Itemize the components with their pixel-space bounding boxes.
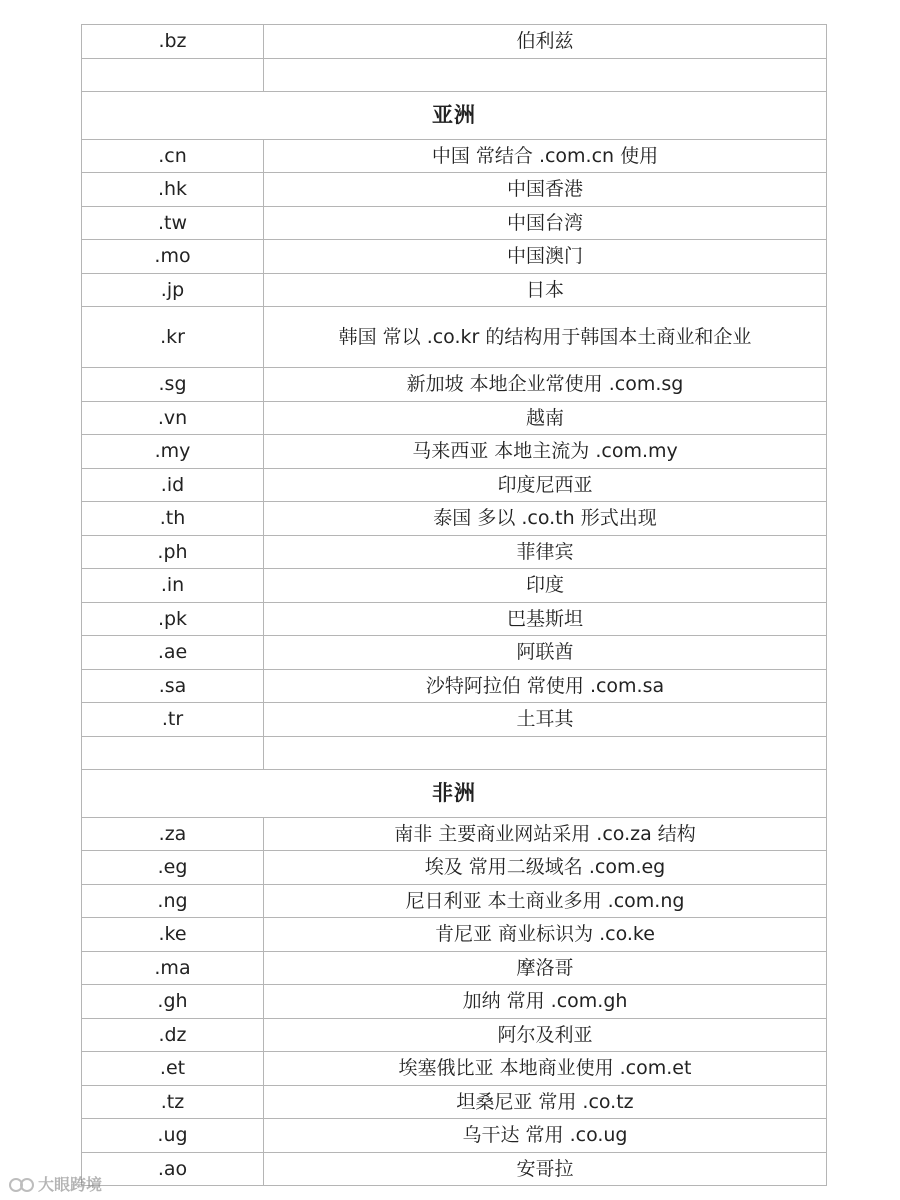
country-description-cell: 摩洛哥: [264, 951, 827, 985]
country-description-cell: 中国香港: [264, 173, 827, 207]
blank-cell: [264, 736, 827, 769]
country-description-cell: 埃及 常用二级域名 .com.eg: [264, 851, 827, 885]
table-row: [82, 884, 827, 918]
section-title: 非洲: [82, 769, 827, 817]
country-description-cell: 阿尔及利亚: [264, 1018, 827, 1052]
domain-code-cell: .sa: [82, 669, 264, 703]
table-row: [82, 918, 827, 952]
blank-cell: [82, 58, 264, 91]
table-row: [82, 669, 827, 703]
table-row: [82, 851, 827, 885]
domain-code-cell: .ao: [82, 1152, 264, 1186]
country-description-cell: 肯尼亚 商业标识为 .co.ke: [264, 918, 827, 952]
eyes-logo-icon: [8, 1175, 34, 1193]
table-row: [82, 951, 827, 985]
table-row: [82, 1018, 827, 1052]
table-row: [82, 468, 827, 502]
table-row: [82, 240, 827, 274]
domain-code-cell: .pk: [82, 602, 264, 636]
section-header-row: [82, 769, 827, 817]
domain-code-cell: .ug: [82, 1119, 264, 1153]
country-description-cell: 中国台湾: [264, 206, 827, 240]
table-row: [82, 25, 827, 59]
country-description-cell: 伯利兹: [264, 25, 827, 59]
section-header-row: [82, 91, 827, 139]
country-description-cell: 南非 主要商业网站采用 .co.za 结构: [264, 817, 827, 851]
domain-code-cell: .ke: [82, 918, 264, 952]
domain-table-body: [82, 25, 827, 1186]
table-row: [82, 173, 827, 207]
domain-code-cell: .hk: [82, 173, 264, 207]
domain-code-cell: .in: [82, 569, 264, 603]
domain-table: [81, 24, 827, 1186]
country-description-cell: 中国澳门: [264, 240, 827, 274]
table-row: [82, 273, 827, 307]
table-row: [82, 1119, 827, 1153]
domain-code-cell: .tr: [82, 703, 264, 737]
country-description-cell: 埃塞俄比亚 本地商业使用 .com.et: [264, 1052, 827, 1086]
watermark: [8, 1172, 102, 1195]
country-description-cell: 坦桑尼亚 常用 .co.tz: [264, 1085, 827, 1119]
domain-code-cell: .jp: [82, 273, 264, 307]
table-row: [82, 535, 827, 569]
blank-cell: [264, 58, 827, 91]
country-description-cell: 安哥拉: [264, 1152, 827, 1186]
table-row: [82, 636, 827, 670]
domain-code-cell: .dz: [82, 1018, 264, 1052]
domain-code-cell: .mo: [82, 240, 264, 274]
domain-code-cell: .gh: [82, 985, 264, 1019]
table-row: [82, 206, 827, 240]
section-title: 亚洲: [82, 91, 827, 139]
domain-code-cell: .id: [82, 468, 264, 502]
table-row: [82, 307, 827, 368]
blank-row: [82, 58, 827, 91]
country-description-cell: 加纳 常用 .com.gh: [264, 985, 827, 1019]
table-row: [82, 817, 827, 851]
domain-code-cell: .eg: [82, 851, 264, 885]
domain-code-cell: .my: [82, 435, 264, 469]
country-description-cell: 沙特阿拉伯 常使用 .com.sa: [264, 669, 827, 703]
domain-code-cell: .ae: [82, 636, 264, 670]
domain-code-cell: .kr: [82, 307, 264, 368]
country-description-cell: 尼日利亚 本土商业多用 .com.ng: [264, 884, 827, 918]
table-row: [82, 985, 827, 1019]
table-row: [82, 401, 827, 435]
domain-code-cell: .tw: [82, 206, 264, 240]
country-description-cell: 乌干达 常用 .co.ug: [264, 1119, 827, 1153]
table-row: [82, 569, 827, 603]
country-description-cell: 日本: [264, 273, 827, 307]
domain-code-cell: .et: [82, 1052, 264, 1086]
country-description-cell: 印度: [264, 569, 827, 603]
domain-code-cell: .th: [82, 502, 264, 536]
table-row: [82, 502, 827, 536]
country-description-cell: 马来西亚 本地主流为 .com.my: [264, 435, 827, 469]
domain-code-cell: .vn: [82, 401, 264, 435]
watermark-text: 大眼跨境: [38, 1175, 103, 1194]
country-description-cell: 阿联酋: [264, 636, 827, 670]
country-description-cell: 印度尼西亚: [264, 468, 827, 502]
domain-code-cell: .bz: [82, 25, 264, 59]
country-description-cell: 泰国 多以 .co.th 形式出现: [264, 502, 827, 536]
domain-code-cell: .tz: [82, 1085, 264, 1119]
table-row: [82, 703, 827, 737]
table-row: [82, 1052, 827, 1086]
country-description-cell: 越南: [264, 401, 827, 435]
table-row: [82, 368, 827, 402]
country-description-cell: 中国 常结合 .com.cn 使用: [264, 139, 827, 173]
domain-table-container: [81, 24, 826, 1186]
country-description-cell: 菲律宾: [264, 535, 827, 569]
domain-code-cell: .cn: [82, 139, 264, 173]
table-row: [82, 435, 827, 469]
domain-code-cell: .sg: [82, 368, 264, 402]
country-description-cell: 土耳其: [264, 703, 827, 737]
blank-cell: [82, 736, 264, 769]
domain-code-cell: .ma: [82, 951, 264, 985]
table-row: [82, 1152, 827, 1186]
country-description-cell: 韩国 常以 .co.kr 的结构用于韩国本土商业和企业: [264, 307, 827, 368]
domain-code-cell: .za: [82, 817, 264, 851]
country-description-cell: 新加坡 本地企业常使用 .com.sg: [264, 368, 827, 402]
table-row: [82, 139, 827, 173]
country-description-cell: 巴基斯坦: [264, 602, 827, 636]
domain-code-cell: .ph: [82, 535, 264, 569]
blank-row: [82, 736, 827, 769]
table-row: [82, 602, 827, 636]
domain-code-cell: .ng: [82, 884, 264, 918]
table-row: [82, 1085, 827, 1119]
